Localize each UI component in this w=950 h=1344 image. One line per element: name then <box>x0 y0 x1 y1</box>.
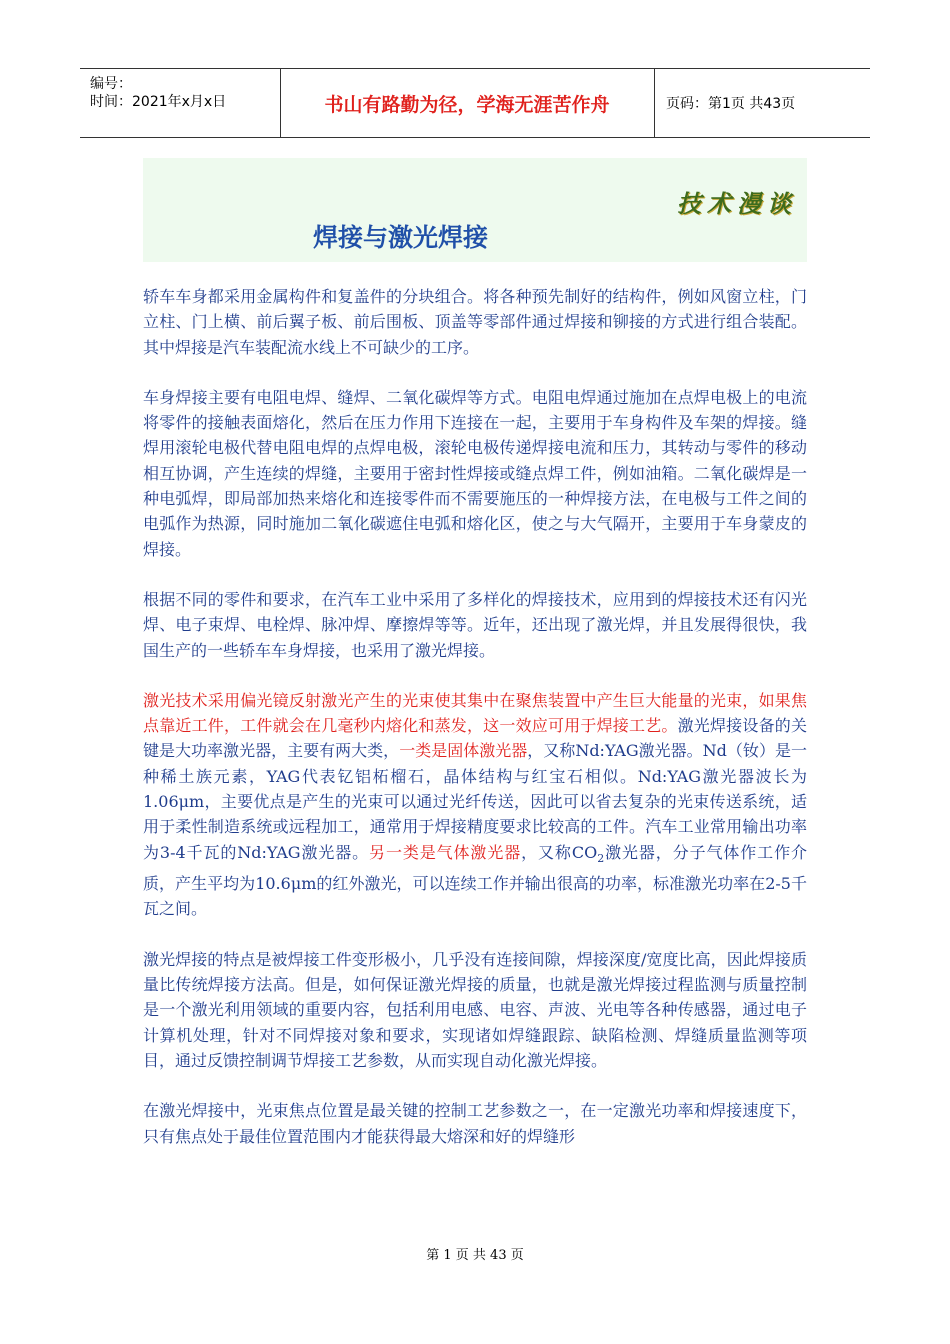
paragraph-2: 车身焊接主要有电阻电焊、缝焊、二氧化碳焊等方式。电阻电焊通过施加在点焊电极上的电流将零件的接触表面熔化，然后在压力作用下连接在一起，主要用于车身构件及车架的焊接。缝焊用滚轮电极代替电阻电焊的点焊电极，滚轮电极传递焊接电流和压力，其转动与零件的移动相互协调，产生连续的焊缝，主要用于密封性焊接或缝点焊工件，例如油箱。二氧化碳焊是一种电弧焊，即局部加热来熔化和连接零件而不需要施压的一种焊接方法，在电极与工件之间的电弧作为热源，同时施加二氧化碳遮住电弧和熔化区，使之与大气隔开，主要用于车身蒙皮的焊接。 <box>143 387 807 559</box>
paragraph-4-text-a: 激光焊接设备的关键是大功率激光器，主要有两大类， <box>143 716 807 761</box>
number-label: 编号： <box>90 76 132 92</box>
highlight-solid-laser: 一类是固体激光器 <box>399 741 528 761</box>
header-page-info: 页码：第1页 共43页 <box>666 96 796 112</box>
paragraph-4 <box>143 688 807 922</box>
paragraph-3: 根据不同的零件和要求，在汽车工业中采用了多样化的焊接技术，应用到的焊接技术还有闪光焊、电子束焊、电栓焊、脉冲焊、摩擦焊等等。近年，还出现了激光焊，并且发展得很快，我国生产的一些轿车车身焊接，也采用了激光焊接。 <box>143 589 807 660</box>
paragraph-6: 在激光焊接中，光束焦点位置是最关键的控制工艺参数之一，在一定激光功率和焊接速度下，只有焦点处于最佳位置范围内才能获得最大熔深和好的焊缝形 <box>143 1101 807 1146</box>
header-meta <box>80 69 281 137</box>
article-body <box>143 284 807 1174</box>
article-title: 焊接与激光焊接 <box>313 223 489 252</box>
column-badge: 技术漫谈 <box>677 189 797 218</box>
header-motto: 书山有路勤为径，学海无涯苦作舟 <box>280 69 655 137</box>
paragraph-5: 激光焊接的特点是被焊接工件变形极小，几乎没有连接间隙，焊接深度/宽度比高，因此焊接质量比传统焊接方法高。但是，如何保证激光焊接的质量，也就是激光焊接过程监测与质量控制是一个激光利用领域的重要内容，包括利用电感、电容、声波、光电等各种传感器，通过电子计算机处理，针对不同焊接对象和要求，实现诸如焊缝跟踪、缺陷检测、焊缝质量监测等项目，通过反馈控制调节焊接工艺参数，从而实现自动化激光焊接。 <box>143 949 807 1070</box>
article-banner <box>143 158 807 262</box>
date-label: 时间：2021年x月x日 <box>90 94 227 110</box>
paragraph-4-text-d: 激光器，分子气体作工作介质，产生平均为10.6μm的红外激光，可以连续工作并输出很高的功率，标准激光功率在2-5千瓦之间。 <box>143 842 807 919</box>
page-footer: 第 1 页 共 43 页 <box>426 1248 524 1263</box>
highlight-gas-laser: 另一类是气体激光器 <box>369 842 522 862</box>
document-header <box>80 68 870 138</box>
co2-subscript: 2 <box>597 851 605 865</box>
paragraph-4-text-b: ，又称Nd:YAG激光器。Nd（钕）是一种稀土族元素，YAG代表钇铝柘榴石，晶体结构与红宝石相似。Nd:YAG激光器波长为1.06μm，主要优点是产生的光束可以通过光纤传送，因此可以省去复杂的光束传送系统，适用于柔性制造系统或远程加工，通常用于焊接精度要求比较高的工件。汽车工业常用输出功率为3-4千瓦的Nd:YAG激光器。 <box>143 741 807 862</box>
paragraph-4-text-c: ，又称CO <box>521 842 598 862</box>
highlight-laser-principle: 激光技术采用偏光镜反射激光产生的光束使其集中在聚焦装置中产生巨大能量的光束，如果焦点靠近工件，工件就会在几毫秒内熔化和蒸发，这一效应可用于焊接工艺。 <box>143 690 807 736</box>
paragraph-1: 轿车车身都采用金属构件和复盖件的分块组合。将各种预先制好的结构件，例如风窗立柱，门立柱、门上横、前后翼子板、前后围板、顶盖等零部件通过焊接和铆接的方式进行组合装配。其中焊接是汽车装配流水线上不可缺少的工序。 <box>143 287 807 357</box>
